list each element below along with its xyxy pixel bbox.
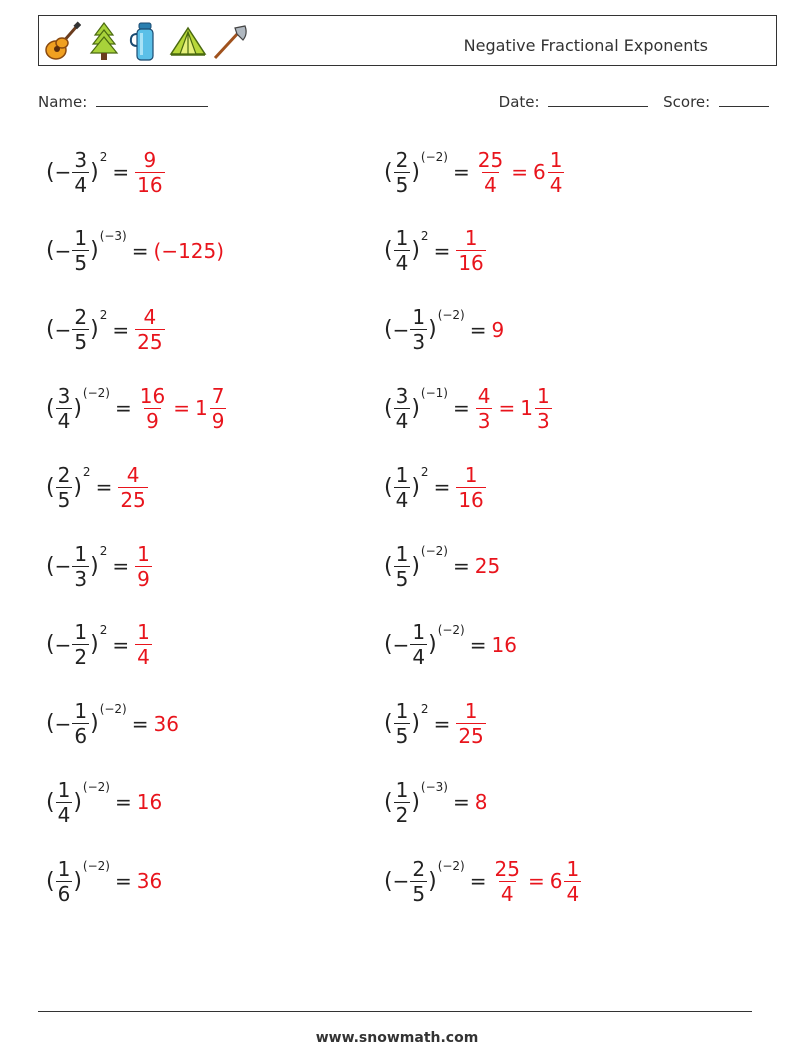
equals-sign: = <box>498 396 516 421</box>
base-fraction-denominator: 4 <box>412 645 426 670</box>
answer-value: 9 <box>491 317 505 342</box>
base-fraction <box>72 620 89 669</box>
answer <box>475 554 500 578</box>
answer-fraction <box>493 857 522 906</box>
answer-fraction-denominator: 16 <box>458 251 484 276</box>
answer <box>455 699 486 748</box>
close-paren: ) <box>90 553 99 579</box>
base-fraction-denominator: 2 <box>395 802 409 827</box>
mixed-fraction-numerator: 7 <box>211 383 225 408</box>
base-fraction-denominator: 5 <box>395 172 409 197</box>
mixed-fraction <box>548 148 565 197</box>
answer-fraction-numerator: 16 <box>139 383 166 408</box>
mixed-whole: 6 <box>549 869 563 894</box>
negative-sign: − <box>54 711 72 736</box>
answer <box>134 148 165 197</box>
open-paren: ( <box>46 474 55 500</box>
base-fraction-numerator: 1 <box>395 699 409 724</box>
open-paren: ( <box>384 789 393 815</box>
answer <box>154 239 225 263</box>
answer-fraction <box>456 699 485 748</box>
exponent: (−3) <box>420 780 448 795</box>
equals-sign: = <box>114 396 132 421</box>
problem-item <box>46 219 224 283</box>
answer-fraction-numerator: 4 <box>143 305 157 330</box>
answer-fraction-numerator: 25 <box>477 147 504 172</box>
close-paren: ) <box>90 159 99 185</box>
exponent: 2 <box>99 544 108 558</box>
equals-sign: = <box>112 554 130 578</box>
problem-item <box>384 140 565 204</box>
close-paren: ) <box>411 789 420 815</box>
answer-fraction-denominator: 25 <box>458 724 484 749</box>
exponent: 2 <box>420 465 429 480</box>
open-paren: ( <box>46 159 55 185</box>
base-fraction <box>394 148 411 197</box>
open-paren: ( <box>384 317 393 343</box>
open-paren: ( <box>46 632 55 658</box>
base-fraction-numerator: 3 <box>57 383 71 408</box>
answer-value: 8 <box>474 790 488 815</box>
negative-sign: − <box>54 632 72 657</box>
base-fraction-numerator: 2 <box>74 305 88 330</box>
answer-fraction <box>135 542 152 591</box>
mixed-fraction-denominator: 4 <box>566 881 580 906</box>
close-paren: ) <box>411 553 420 579</box>
pine-tree-icon <box>85 20 123 62</box>
close-paren: ) <box>411 159 420 185</box>
base-fraction <box>394 226 411 275</box>
problem-item <box>384 849 582 913</box>
base-fraction-numerator: 1 <box>395 462 409 487</box>
base-fraction-numerator: 1 <box>74 620 88 645</box>
close-paren: ) <box>411 238 420 264</box>
base-fraction-numerator: 2 <box>57 462 71 487</box>
negative-sign: − <box>54 160 72 184</box>
negative-sign: − <box>392 632 410 657</box>
open-paren: ( <box>46 711 55 737</box>
answer <box>137 384 228 433</box>
base-fraction <box>72 226 89 275</box>
base-fraction-denominator: 4 <box>74 172 88 197</box>
close-paren: ) <box>73 868 82 894</box>
answer-fraction-numerator: 4 <box>126 462 140 487</box>
answer <box>134 620 153 669</box>
open-paren: ( <box>46 395 55 421</box>
base-fraction <box>394 778 411 827</box>
score-label: Score: <box>663 93 711 111</box>
base-fraction-denominator: 6 <box>57 881 71 906</box>
open-paren: ( <box>46 317 55 343</box>
answer <box>455 463 486 512</box>
name-label: Name: <box>38 93 88 111</box>
answer <box>475 790 488 814</box>
tent-icon <box>169 20 207 62</box>
problem-item <box>46 534 153 598</box>
mixed-fraction-numerator: 1 <box>566 856 580 881</box>
answer-fraction-numerator: 25 <box>494 856 520 881</box>
open-paren: ( <box>46 238 55 264</box>
mixed-fraction <box>564 857 581 906</box>
answer-fraction-denominator: 25 <box>120 487 146 512</box>
base-fraction <box>56 857 73 906</box>
date-score-fields <box>499 92 769 111</box>
answer-value: 16 <box>136 790 163 815</box>
base-fraction-denominator: 5 <box>412 881 426 906</box>
answer-value: 16 <box>491 632 517 657</box>
equals-sign: = <box>173 396 190 421</box>
equals-sign: = <box>527 869 545 894</box>
problem-item <box>46 849 162 913</box>
equals-sign: = <box>131 711 149 736</box>
date-label: Date: <box>498 93 540 111</box>
problem-item <box>46 692 179 756</box>
close-paren: ) <box>411 474 420 500</box>
base-fraction-denominator: 3 <box>412 330 426 355</box>
base-fraction-denominator: 5 <box>74 251 88 276</box>
base-fraction <box>56 463 73 512</box>
negative-sign: − <box>54 317 72 342</box>
problem-item <box>384 770 487 834</box>
answer-value: 36 <box>136 869 163 894</box>
base-fraction-denominator: 4 <box>57 802 71 827</box>
name-field <box>38 92 208 111</box>
answer-fraction <box>138 384 167 433</box>
base-fraction <box>410 857 427 906</box>
problem-item <box>46 613 153 677</box>
answer-fraction-denominator: 4 <box>484 172 497 197</box>
answer-fraction-denominator: 25 <box>137 330 163 355</box>
base-fraction <box>410 305 427 354</box>
answer-fraction <box>456 463 485 512</box>
mixed-whole: 1 <box>520 396 533 421</box>
open-paren: ( <box>384 553 393 579</box>
close-paren: ) <box>73 395 82 421</box>
answer-fraction <box>456 226 485 275</box>
base-fraction <box>394 699 411 748</box>
base-fraction <box>56 384 73 433</box>
equals-sign: = <box>114 869 132 894</box>
exponent: (−1) <box>420 386 448 401</box>
name-blank[interactable] <box>96 92 208 107</box>
base-fraction-numerator: 1 <box>57 856 71 881</box>
close-paren: ) <box>411 711 420 737</box>
base-fraction <box>394 463 411 512</box>
footer-url: www.snowmath.com <box>315 1030 479 1046</box>
close-paren: ) <box>90 632 99 658</box>
exponent: 2 <box>420 228 429 243</box>
equals-sign: = <box>511 160 528 184</box>
close-paren: ) <box>90 238 99 264</box>
exponent: 2 <box>99 307 108 322</box>
answer-fraction-numerator: 1 <box>464 226 478 251</box>
equals-sign: = <box>95 475 113 500</box>
answer-fraction-denominator: 4 <box>137 645 150 670</box>
equals-sign: = <box>452 396 470 421</box>
answer-fraction-numerator: 1 <box>464 699 478 724</box>
problem-item <box>384 376 553 440</box>
equals-sign: = <box>469 632 487 657</box>
open-paren: ( <box>46 553 55 579</box>
answer-fraction-denominator: 9 <box>146 408 159 433</box>
mixed-fraction <box>535 384 552 433</box>
base-fraction-numerator: 2 <box>412 856 426 881</box>
base-fraction-denominator: 5 <box>74 330 88 355</box>
base-fraction-numerator: 3 <box>395 383 409 408</box>
score-blank[interactable] <box>719 92 769 107</box>
base-fraction-numerator: 1 <box>57 777 71 802</box>
equals-sign: = <box>433 238 451 263</box>
problem-item <box>384 613 517 677</box>
base-fraction-numerator: 1 <box>74 699 88 724</box>
equals-sign: = <box>112 160 130 184</box>
base-fraction-numerator: 1 <box>395 226 409 251</box>
problem-item <box>46 770 162 834</box>
answer-fraction-denominator: 9 <box>137 566 150 591</box>
base-fraction <box>410 620 427 669</box>
exponent: (−2) <box>82 780 110 795</box>
date-blank[interactable] <box>548 92 648 107</box>
worksheet-title: Negative Fractional Exponents <box>463 36 708 55</box>
header-icons <box>43 20 249 62</box>
open-paren: ( <box>384 395 393 421</box>
equals-sign: = <box>114 790 132 815</box>
base-fraction-denominator: 4 <box>395 251 409 276</box>
answer-fraction-numerator: 4 <box>477 383 491 408</box>
footer-divider <box>38 1011 752 1012</box>
mixed-whole: 6 <box>532 160 546 184</box>
problem-item <box>384 455 487 519</box>
exponent: (−3) <box>99 228 127 243</box>
answer <box>154 712 179 736</box>
open-paren: ( <box>384 238 393 264</box>
base-fraction <box>394 542 411 591</box>
open-paren: ( <box>384 711 393 737</box>
answer <box>134 542 153 591</box>
base-fraction-numerator: 2 <box>395 147 409 172</box>
problem-item <box>384 692 487 756</box>
exponent: (−2) <box>82 386 110 401</box>
problem-item <box>46 298 166 362</box>
close-paren: ) <box>90 711 99 737</box>
base-fraction-denominator: 5 <box>57 487 71 512</box>
answer <box>475 384 553 433</box>
base-fraction-numerator: 1 <box>395 541 409 566</box>
mixed-fraction-denominator: 4 <box>549 172 563 197</box>
equals-sign: = <box>112 317 130 342</box>
base-fraction <box>72 305 89 354</box>
answer-fraction-denominator: 3 <box>477 408 491 433</box>
open-paren: ( <box>384 868 393 894</box>
exponent: (−2) <box>437 622 465 637</box>
base-fraction-denominator: 5 <box>395 724 409 749</box>
answer-fraction <box>476 148 505 197</box>
problem-item <box>46 376 227 440</box>
base-fraction-denominator: 3 <box>74 566 88 591</box>
answer-fraction-denominator: 16 <box>137 172 163 197</box>
exponent: 2 <box>82 465 91 480</box>
exponent: (−2) <box>437 859 465 874</box>
answer <box>475 148 566 197</box>
close-paren: ) <box>73 474 82 500</box>
thermos-icon <box>127 20 165 62</box>
open-paren: ( <box>46 789 55 815</box>
base-fraction-numerator: 1 <box>395 777 409 802</box>
answer <box>134 305 165 354</box>
base-fraction <box>72 542 89 591</box>
problem-item <box>46 455 149 519</box>
open-paren: ( <box>46 868 55 894</box>
answer <box>492 857 583 906</box>
exponent: 2 <box>99 150 108 164</box>
answer <box>492 318 505 342</box>
open-paren: ( <box>384 159 393 185</box>
exponent: 2 <box>99 622 108 637</box>
close-paren: ) <box>428 868 437 894</box>
mixed-whole: 1 <box>194 396 208 421</box>
mixed-fraction-denominator: 9 <box>211 408 225 433</box>
exponent: (−2) <box>99 701 127 716</box>
answer-value: (−125) <box>153 238 225 263</box>
equals-sign: = <box>469 317 487 342</box>
answer-fraction <box>135 148 164 197</box>
base-fraction-denominator: 4 <box>395 487 409 512</box>
guitar-icon <box>43 20 81 62</box>
base-fraction-denominator: 2 <box>74 645 88 670</box>
equals-sign: = <box>433 475 451 500</box>
open-paren: ( <box>384 474 393 500</box>
problem-item <box>384 219 487 283</box>
base-fraction-numerator: 1 <box>74 226 88 251</box>
close-paren: ) <box>428 632 437 658</box>
exponent: (−2) <box>82 859 110 874</box>
equals-sign: = <box>452 160 470 184</box>
mixed-fraction-numerator: 1 <box>536 383 550 408</box>
axe-icon <box>211 20 249 62</box>
mixed-fraction-numerator: 1 <box>549 147 563 172</box>
answer-fraction-numerator: 1 <box>464 462 478 487</box>
close-paren: ) <box>90 317 99 343</box>
answer-fraction <box>476 384 493 433</box>
problem-item <box>384 534 500 598</box>
answer-fraction-numerator: 1 <box>137 541 150 566</box>
base-fraction <box>394 384 411 433</box>
base-fraction-numerator: 1 <box>412 620 426 645</box>
exponent: (−2) <box>437 307 465 322</box>
answer-value: 25 <box>474 554 501 578</box>
negative-sign: − <box>392 317 410 342</box>
answer <box>137 790 162 814</box>
answer-fraction-denominator: 4 <box>500 881 514 906</box>
answer-fraction-numerator: 9 <box>143 147 157 172</box>
close-paren: ) <box>73 789 82 815</box>
close-paren: ) <box>411 395 420 421</box>
base-fraction-numerator: 1 <box>74 541 88 566</box>
answer <box>137 869 162 893</box>
base-fraction-numerator: 3 <box>74 147 88 172</box>
negative-sign: − <box>54 238 72 263</box>
base-fraction <box>72 148 89 197</box>
base-fraction <box>72 699 89 748</box>
base-fraction-denominator: 4 <box>57 408 71 433</box>
answer-fraction <box>135 620 152 669</box>
base-fraction-numerator: 1 <box>412 305 426 330</box>
equals-sign: = <box>452 554 470 578</box>
problem-item <box>46 140 166 204</box>
mixed-fraction-denominator: 3 <box>536 408 550 433</box>
equals-sign: = <box>433 711 451 736</box>
equals-sign: = <box>112 632 130 657</box>
answer <box>117 463 148 512</box>
negative-sign: − <box>392 869 410 894</box>
answer-fraction <box>135 305 164 354</box>
base-fraction-denominator: 6 <box>74 724 88 749</box>
exponent: (−2) <box>420 150 448 164</box>
answer-fraction <box>118 463 147 512</box>
problem-item <box>384 298 504 362</box>
open-paren: ( <box>384 632 393 658</box>
worksheet-header <box>38 15 777 66</box>
exponent: (−2) <box>420 544 448 558</box>
answer <box>455 226 486 275</box>
base-fraction <box>56 778 73 827</box>
answer-fraction-denominator: 16 <box>458 487 484 512</box>
answer <box>492 633 517 657</box>
negative-sign: − <box>54 554 72 578</box>
mixed-fraction <box>210 384 227 433</box>
answer-fraction-numerator: 1 <box>137 620 150 645</box>
equals-sign: = <box>131 238 149 263</box>
base-fraction-denominator: 4 <box>395 408 409 433</box>
answer-value: 36 <box>153 711 179 736</box>
close-paren: ) <box>428 317 437 343</box>
exponent: 2 <box>420 701 429 716</box>
base-fraction-denominator: 5 <box>395 566 409 591</box>
equals-sign: = <box>452 790 470 815</box>
equals-sign: = <box>469 869 487 894</box>
